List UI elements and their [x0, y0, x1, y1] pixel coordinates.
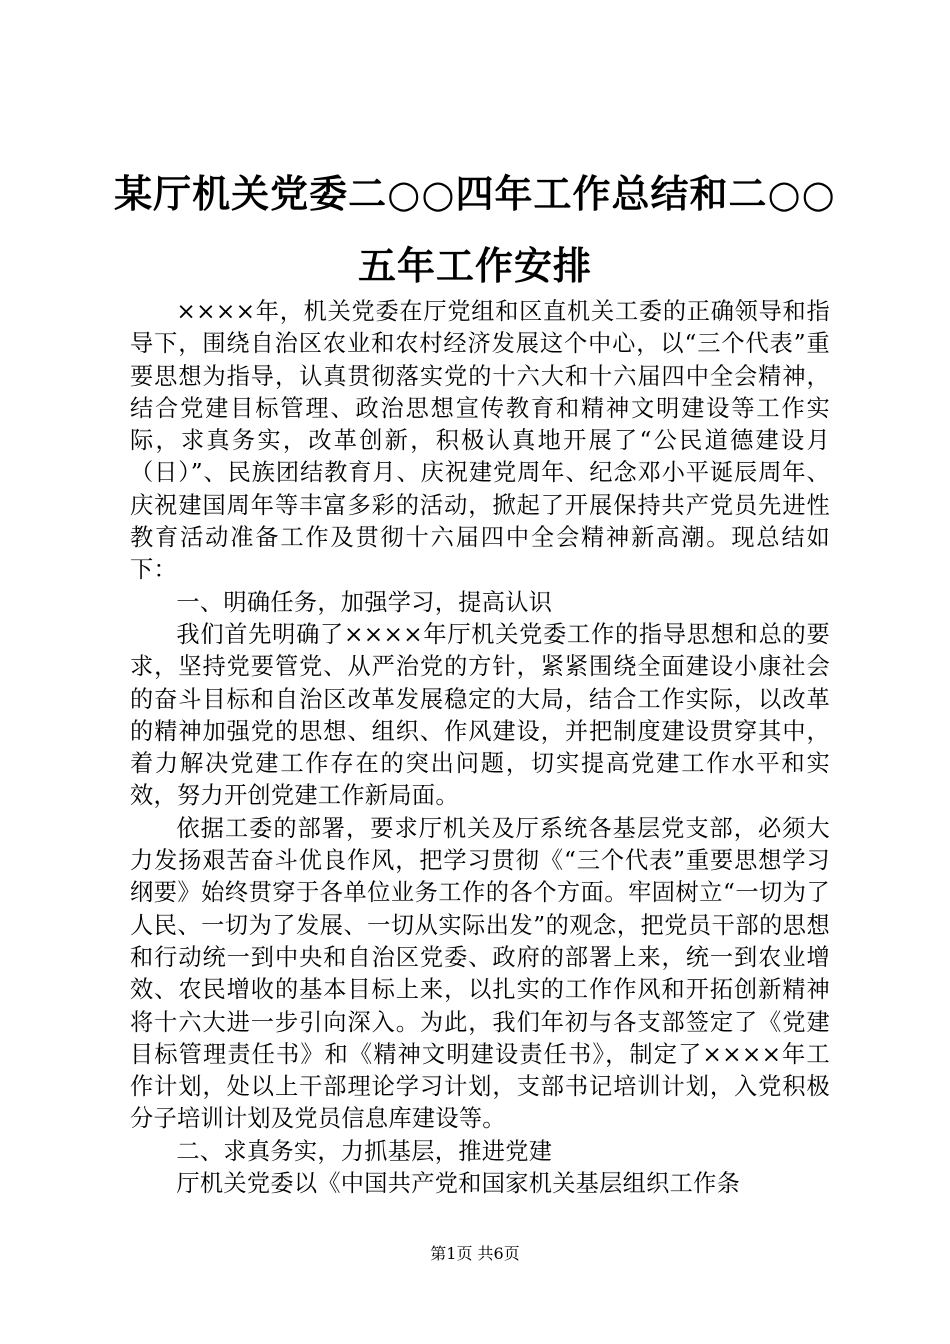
document-body	[130, 296, 830, 1200]
paragraph-section-1-a: 我们首先明确了××××年厅机关党委工作的指导思想和总的要求，坚持党要管党、从严治党的方针，紧紧围绕全面建设小康社会的奋斗目标和自治区改革发展稳定的大局，结合工作实际，以改革的精神加强党的思想、组织、作风建设，并把制度建设贯穿其中，着力解决党建工作存在的突出问题，切实提高党建工作水平和实效，努力开创党建工作新局面。	[130, 620, 830, 810]
section-heading-1: 一、明确任务，加强学习，提高认识	[176, 588, 553, 616]
paragraph-section-1-b: 依据工委的部署，要求厅机关及厅系统各基层党支部，必须大力发扬艰苦奋斗优良作风，把学习贯彻《“三个代表”重要思想学习纲要》始终贯穿于各单位业务工作的各个方面。牢固树立“一切为了人民、一切为了发展、一切从实际出发”的观念，把党员干部的思想和行动统一到中央和自治区党委、政府的部署上来，统一到农业增效、农民增收的基本目标上来，以扎实的工作作风和开拓创新精神将十六大进一步引向深入。为此，我们年初与各支部签定了《党建目标管理责任书》和《精神文明建设责任书》，制定了××××年工作计划，处以上干部理论学习计划，支部书记培训计划，入党积极分子培训计划及党员信息库建设等。	[130, 814, 830, 1133]
document-title: 某厅机关党委二○○四年工作总结和二○○五年工作安排	[114, 171, 836, 288]
paragraph-intro: ××××年，机关党委在厅党组和区直机关工委的正确领导和指导下，围绕自治区农业和农村经济发展这个中心，以“三个代表”重要思想为指导，认真贯彻落实党的十六大和十六届四中全会精神，结合党建目标管理、政治思想宣传教育和精神文明建设等工作实际，求真务实，改革创新，积极认真地开展了“公民道德建设月（日）”、民族团结教育月、庆祝建党周年、纪念邓小平诞辰周年、庆祝建国周年等丰富多彩的活动，掀起了开展保持共产党员先进性教育活动准备工作及贯彻十六届四中全会精神新高潮。现总结如下：	[130, 298, 830, 584]
paragraph-section-2-a: 厅机关党委以《中国共产党和国家机关基层组织工作条	[176, 1170, 741, 1198]
page-footer: 第1页 共6页	[430, 1244, 520, 1263]
section-heading-2: 二、求真务实，力抓基层，推进党建	[176, 1137, 553, 1165]
